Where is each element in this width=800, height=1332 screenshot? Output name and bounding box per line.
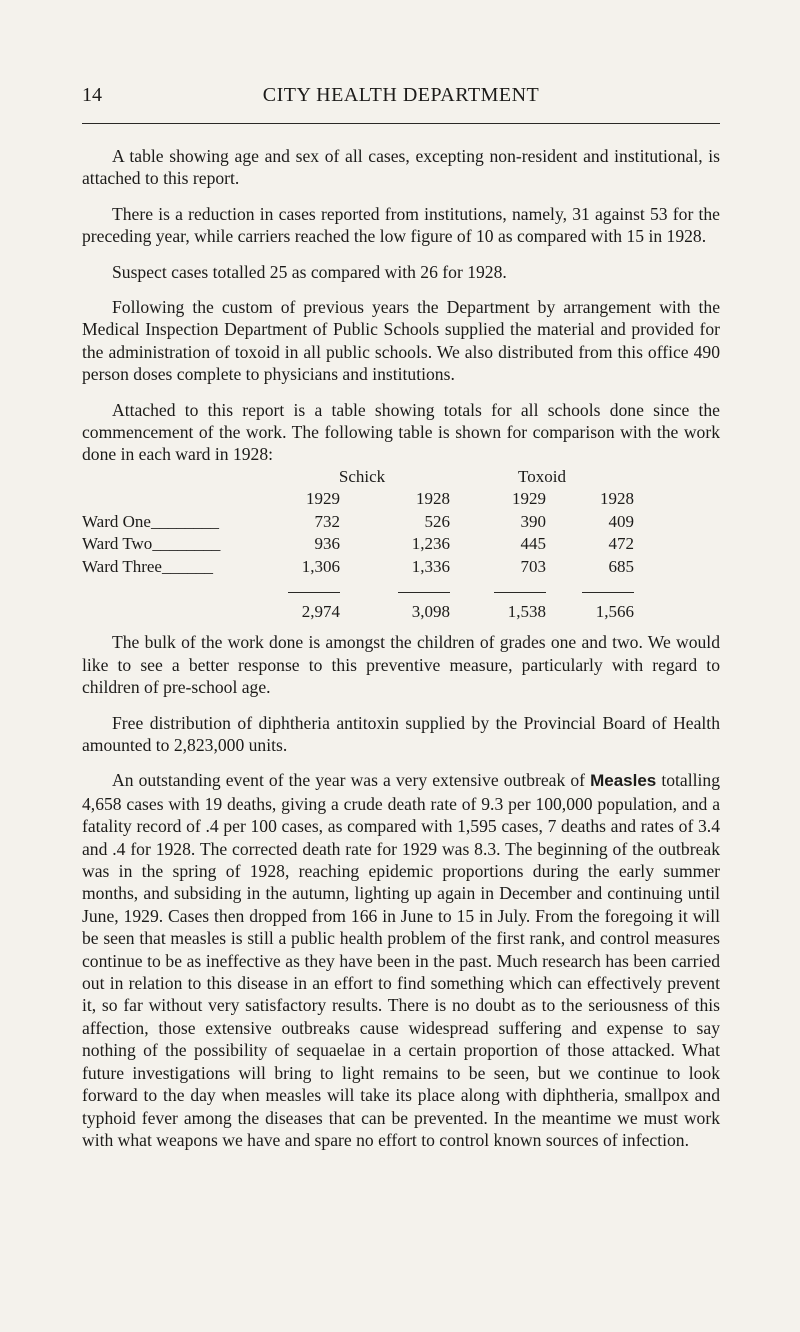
year-header: 1928 — [416, 489, 450, 509]
group-header-toxoid: Toxoid — [518, 466, 566, 486]
group-header-row — [82, 466, 634, 489]
cell: 1,336 — [411, 556, 450, 576]
year-header: 1929 — [306, 489, 340, 509]
cell: 445 — [520, 534, 546, 554]
row-label: Ward Three______ — [82, 556, 213, 576]
cell: 409 — [608, 511, 634, 531]
row-label: Ward One________ — [82, 511, 219, 531]
header-rule — [82, 123, 720, 124]
paragraph-antitoxin: Free distribution of diphtheria antitoxin supplied by the Provincial Board of Health amounted to 2,823,000 units. — [82, 712, 720, 755]
cell: 732 — [314, 511, 340, 531]
table-row — [82, 533, 634, 556]
schick-toxoid-table — [82, 466, 634, 624]
sum-rule — [582, 592, 634, 593]
cell: 390 — [520, 511, 546, 531]
cell: 472 — [608, 534, 634, 554]
paragraph-grades: The bulk of the work done is amongst the children of grades one and two. We would like to see a better response to this preventive measure, particularly with regard to children of pre-school age. — [82, 632, 720, 698]
cell: 1,236 — [411, 534, 450, 554]
sum-rule — [398, 592, 450, 593]
total-cell: 1,566 — [595, 601, 634, 621]
year-header: 1929 — [512, 489, 546, 509]
paragraph-toxoid-schools: Following the custom of previous years the Department by arrangement with the Medical Inspection Department of Public Schools supplied the material and provided for the administration of toxoid in all public schools. We also distributed from this office 490 person doses complete to physicians and institutions. — [82, 297, 720, 385]
year-header: 1928 — [600, 489, 634, 509]
row-label: Ward Two________ — [82, 534, 221, 554]
cell: 936 — [314, 534, 340, 554]
totals-row — [82, 601, 634, 624]
sum-rule-row — [82, 578, 634, 601]
total-cell: 1,538 — [507, 601, 546, 621]
sum-rule — [494, 592, 546, 593]
total-cell: 3,098 — [411, 601, 450, 621]
page-number: 14 — [82, 84, 102, 106]
paragraph-age-sex-table: A table showing age and sex of all cases, excepting non-resident and institutional, is attached to this report. — [82, 146, 720, 189]
paragraph-measles: An outstanding event of the year was a very extensive outbreak of Measles totalling 4,658 cases with 19 deaths, giving a crude death rate of 9.3 per 100,000 population, and a fatality record of .4 per 100 cases, as compared with 1,595 cases, 7 deaths and rates of 3.4 and .4 for 1928. The corrected death rate for 1929 was 8.3. The beginning of the outbreak was in the spring of 1928, reaching epidemic proportions during the early summer months, and subsiding in the autumn, lighting up again in December and continuing until June, 1929. Cases then dropped from 166 in June to 15 in July. From the foregoing it will be seen that measles is still a public health problem of the first rank, and control measures continue to be as ineffective as they have been in the past. Much research has been carried out in relation to this disease in an effort to find something which can effectively prevent it, so far without very satisfactory results. There is no doubt as to the seriousness of this affection, those extensive outbreaks cause widespread suffering and expense to say nothing of the possibility of sequaelae in a certain proportion of those attacked. What future investigations will bring to light remains to be seen, but we continue to look forward to the day when measles will take its place along with diphtheria, smallpox and typhoid fever among the diseases that can be prevented. In the meantime we must work with what weapons we have and spare no effort to control known sources of infection. — [82, 770, 720, 1150]
measles-keyword: Measles — [590, 771, 657, 791]
table-row — [82, 511, 634, 534]
paragraph-institutions: There is a reduction in cases reported from institutions, namely, 31 against 53 for the preceding year, while carriers reached the low figure of 10 as compared with 15 in 1928. — [82, 203, 720, 247]
page-header — [82, 84, 720, 114]
cell: 703 — [520, 556, 546, 576]
paragraph-table-intro: Attached to this report is a table showing totals for all schools done since the commencement of the work. The following table is shown for comparison with the work done in each ward in 1928: — [82, 399, 720, 465]
group-header-schick: Schick — [338, 466, 386, 486]
total-cell: 2,974 — [301, 601, 340, 621]
table-row — [82, 556, 634, 579]
body-text — [82, 145, 720, 1164]
cell: 685 — [608, 556, 634, 576]
paragraph-suspect-cases: Suspect cases totalled 25 as compared with 26 for 1928. — [112, 261, 507, 282]
cell: 526 — [424, 511, 450, 531]
sum-rule — [288, 592, 340, 593]
running-title: CITY HEALTH DEPARTMENT — [262, 84, 540, 106]
year-header-row — [82, 488, 634, 511]
cell: 1,306 — [301, 556, 340, 576]
